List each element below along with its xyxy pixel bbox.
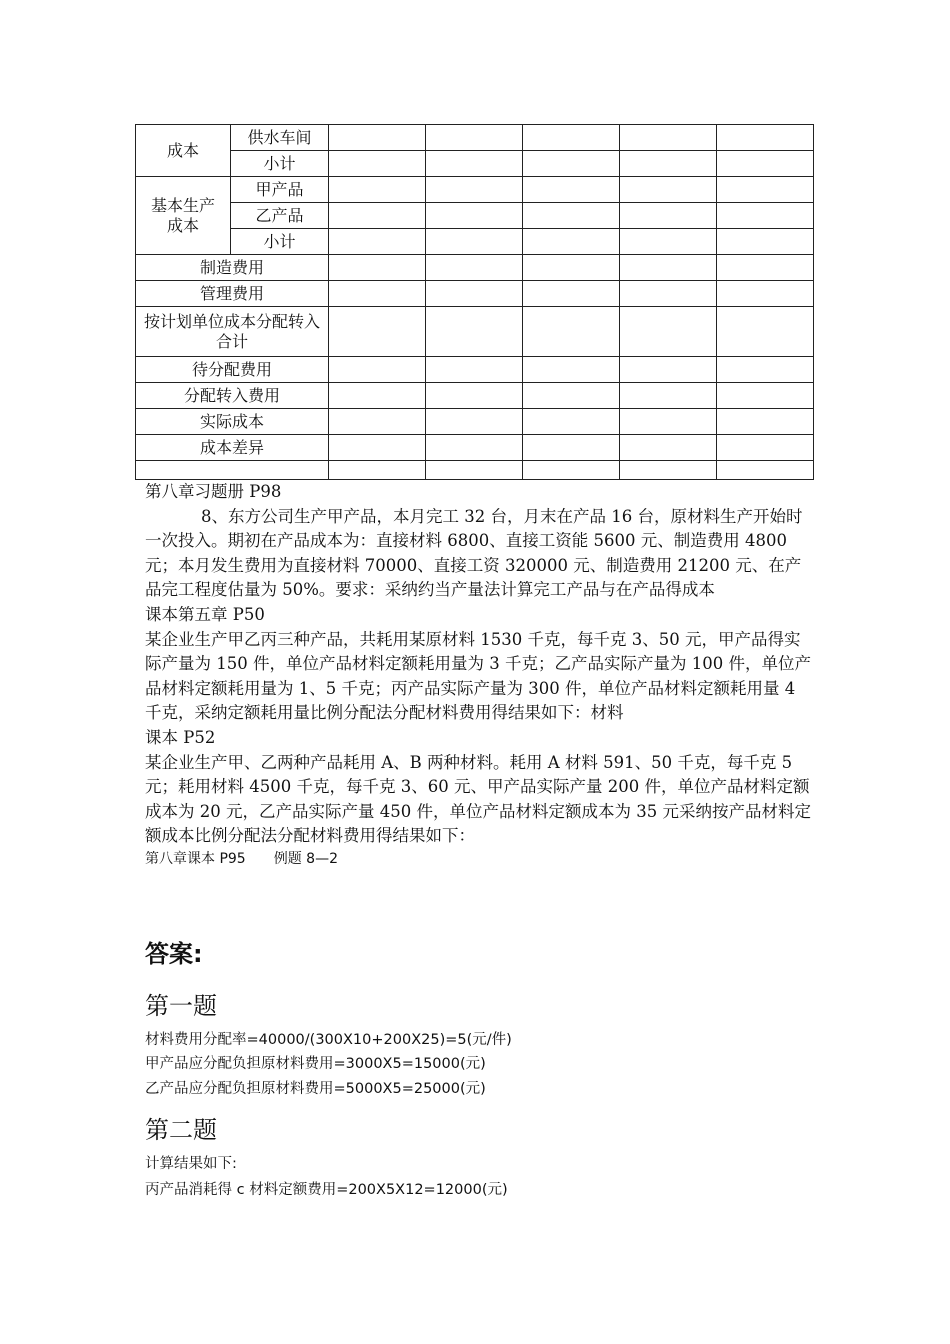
table-cell <box>717 307 814 357</box>
table-row <box>136 281 814 307</box>
table-cell <box>329 307 426 357</box>
table-cell <box>426 229 523 255</box>
table-cell <box>523 307 620 357</box>
table-cell <box>329 357 426 383</box>
table-cell <box>523 255 620 281</box>
table-cell <box>620 151 717 177</box>
question2-title: 第二题 <box>145 1116 217 1144</box>
table-row <box>136 461 814 480</box>
table-cell <box>426 435 523 461</box>
table-row <box>136 383 814 409</box>
cost-allocation-table <box>135 124 814 480</box>
table-cell <box>620 307 717 357</box>
q1-line: 材料费用分配率=40000/(300X10+200X25)=5(元/件) <box>145 1032 512 1048</box>
table-cell <box>329 177 426 203</box>
table-cell <box>523 357 620 383</box>
table-cell <box>620 383 717 409</box>
table-cell <box>523 461 620 480</box>
table-cell <box>620 281 717 307</box>
p50-title: 课本第五章 P50 <box>145 604 265 624</box>
p52-problem: 某企业生产甲、乙两种产品耗用 A、B 两种材料。耗用 A 材料 591、50 千克，每千克 5 元；耗用材料 4500 千克，每千克 3、60 元、甲产品实际产量 200 件，单位产品材料定额成本为 20 元，乙产品实际产量 450 件，单位产品材料定额成本为 35 元采纳按产品材料定额成本比例分配法分配材料费用得结果如下： <box>145 752 811 846</box>
row-management-expense: 管理费用 <box>136 281 329 307</box>
table-cell <box>426 281 523 307</box>
table-cell <box>717 383 814 409</box>
table-cell <box>717 461 814 480</box>
table-cell <box>426 383 523 409</box>
table-row <box>136 409 814 435</box>
table-cell <box>620 177 717 203</box>
table-cell <box>620 255 717 281</box>
q2-line: 计算结果如下: <box>145 1156 237 1172</box>
row-sub-subtotal: 小计 <box>231 229 329 255</box>
table-cell <box>426 255 523 281</box>
exercise-text <box>145 480 815 869</box>
table-cell <box>329 461 426 480</box>
table-row <box>136 203 814 229</box>
table-cell <box>523 203 620 229</box>
table-cell <box>329 151 426 177</box>
table-cell <box>523 281 620 307</box>
table-cell <box>620 203 717 229</box>
table-row <box>136 229 814 255</box>
table-cell <box>620 357 717 383</box>
table-cell <box>717 151 814 177</box>
table-cell <box>426 461 523 480</box>
table-row <box>136 435 814 461</box>
row-header-basic-production-cost: 基本生产成本 <box>136 177 231 255</box>
row-cost-variance: 成本差异 <box>136 435 329 461</box>
table-cell <box>329 435 426 461</box>
table-cell <box>329 229 426 255</box>
question1-title: 第一题 <box>145 992 217 1020</box>
table-cell <box>426 125 523 151</box>
table-row <box>136 255 814 281</box>
table-row <box>136 307 814 357</box>
table-cell <box>426 177 523 203</box>
table-cell <box>717 281 814 307</box>
row-manufacturing-expense: 制造费用 <box>136 255 329 281</box>
table-cell <box>717 229 814 255</box>
q1-line: 乙产品应分配负担原材料费用=5000X5=25000(元) <box>145 1081 486 1097</box>
table-row <box>136 125 814 151</box>
table-cell <box>523 177 620 203</box>
row-actual-cost: 实际成本 <box>136 409 329 435</box>
table-cell <box>620 461 717 480</box>
answers-heading: 答案: <box>145 940 203 968</box>
table-cell <box>329 383 426 409</box>
row-sub-subtotal: 小计 <box>231 151 329 177</box>
table-cell <box>523 383 620 409</box>
table-cell <box>717 255 814 281</box>
row-header-cost: 成本 <box>136 125 231 177</box>
table-cell <box>620 409 717 435</box>
table-cell <box>329 255 426 281</box>
table-cell <box>523 409 620 435</box>
table-row <box>136 177 814 203</box>
row-sub-water-workshop: 供水车间 <box>231 125 329 151</box>
table-cell <box>426 357 523 383</box>
table-cell <box>329 125 426 151</box>
row-pending-allocation: 待分配费用 <box>136 357 329 383</box>
table-cell <box>523 229 620 255</box>
row-sub-product-a: 甲产品 <box>231 177 329 203</box>
table-cell <box>620 435 717 461</box>
table-cell <box>426 203 523 229</box>
chapter8-title: 第八章习题册 P98 <box>145 482 282 501</box>
table-row <box>136 151 814 177</box>
table-cell <box>717 435 814 461</box>
table-row <box>136 357 814 383</box>
table-cell <box>329 281 426 307</box>
table-cell <box>426 409 523 435</box>
table-cell <box>523 151 620 177</box>
table-cell <box>717 357 814 383</box>
table-cell <box>717 177 814 203</box>
p52-title: 课本 P52 <box>145 727 216 747</box>
p50-problem: 某企业生产甲乙丙三种产品，共耗用某原材料 1530 千克，每千克 3、50 元，甲产品得实际产量为 150 件，单位产品材料定额耗用量为 3 千克；乙产品实际产量为 100 件，单位产品材料定额耗用量为 1、5 千克；丙产品实际产量为 300 件，单位产品材料定额耗用量 4 千克，采纳定额耗用量比例分配法分配材料费用得结果如下：材料 <box>145 629 811 723</box>
table-cell <box>136 461 329 480</box>
table-cell <box>620 229 717 255</box>
table-cell <box>329 409 426 435</box>
chapter8-problem: 8、东方公司生产甲产品，本月完工 32 台，月末在产品 16 台，原材料生产开始时一次投入。期初在产品成本为：直接材料 6800、直接工资能 5600 元、制造费用 4800 元；本月发生费用为直接材料 70000、直接工资 320000 元、制造费用 21200 元、在产品完工程度估量为 50%。要求：采纳约当产量法计算完工产品与在产品得成本 <box>145 506 803 600</box>
p95-line: 第八章课本 P95 例题 8—2 <box>145 850 338 867</box>
table-cell <box>717 409 814 435</box>
table-cell <box>523 125 620 151</box>
row-sub-product-b: 乙产品 <box>231 203 329 229</box>
table-cell <box>620 125 717 151</box>
row-allocated-transfer: 分配转入费用 <box>136 383 329 409</box>
table-cell <box>523 435 620 461</box>
table-cell <box>717 203 814 229</box>
table-cell <box>426 151 523 177</box>
table-cell <box>426 307 523 357</box>
table-cell <box>329 203 426 229</box>
row-planned-transfer-total: 按计划单位成本分配转入合计 <box>136 307 329 357</box>
q1-line: 甲产品应分配负担原材料费用=3000X5=15000(元) <box>145 1056 486 1072</box>
table-cell <box>717 125 814 151</box>
q2-line: 丙产品消耗得 c 材料定额费用=200X5X12=12000(元) <box>145 1182 508 1198</box>
